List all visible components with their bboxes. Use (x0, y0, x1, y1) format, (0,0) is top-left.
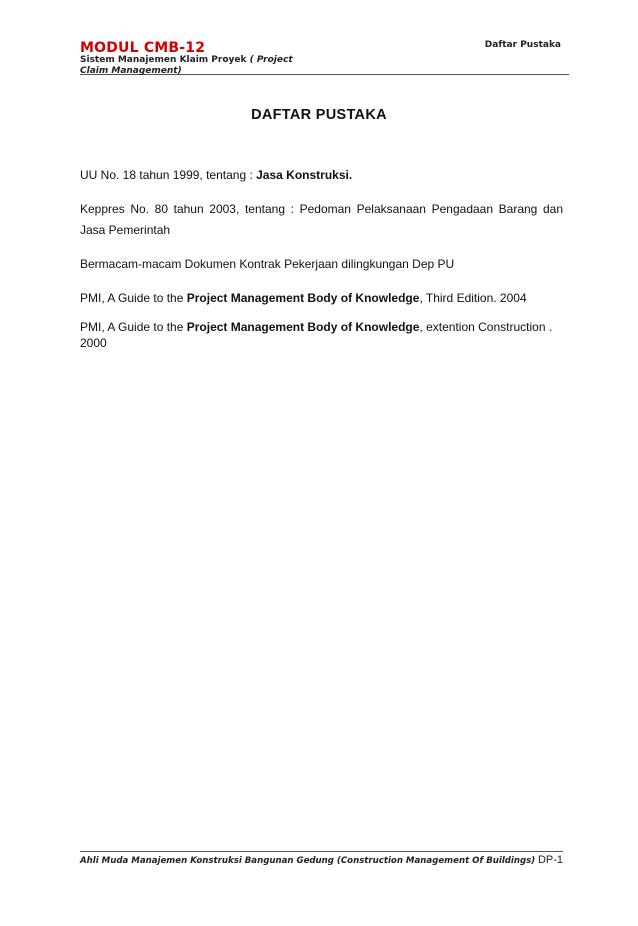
module-subtitle-main: Sistem Manajemen Klaim Proyek (80, 55, 247, 65)
reference-text: UU No. 18 tahun 1999, tentang : (80, 168, 257, 182)
reference-bold-text: Project Management Body of Knowledge (186, 320, 420, 334)
reference-text: PMI, A Guide to the (80, 320, 187, 334)
module-subtitle (80, 55, 320, 77)
footer-text: Ahli Muda Manajemen Konstruksi Bangunan Gedung (Construction Management Of Buildings) (80, 856, 536, 866)
module-title: MODUL CMB-12 (80, 40, 206, 56)
reference-text: Bermacam-macam Dokumen Kontrak Pekerjaan dilingkungan Dep PU (80, 257, 455, 271)
reference-item (80, 319, 563, 351)
reference-text: PMI, A Guide to the (80, 291, 187, 305)
reference-suffix: , Third Edition. 2004 (419, 291, 527, 305)
reference-suffix: , extention Construction . 2000 (80, 320, 553, 350)
page-footer (80, 851, 563, 872)
reference-item (80, 199, 563, 241)
reference-bold-text: Project Management Body of Knowledge (186, 291, 420, 305)
page-header (80, 40, 569, 75)
reference-text: Keppres No. 80 tahun 2003, tentang : Pedoman Pelaksanaan Pengadaan Barang dan Jasa Pemerintah (80, 202, 563, 237)
page-number: DP-1 (537, 854, 563, 866)
reference-bold-text: Jasa Konstruksi. (256, 168, 353, 182)
reference-item (80, 288, 563, 309)
module-subtitle-italic: ( Project Claim Management) (80, 55, 293, 76)
page-title: DAFTAR PUSTAKA (251, 107, 387, 123)
reference-list (80, 165, 563, 351)
reference-item (80, 165, 563, 186)
reference-item (80, 254, 563, 275)
section-label: Daftar Pustaka (484, 40, 561, 50)
